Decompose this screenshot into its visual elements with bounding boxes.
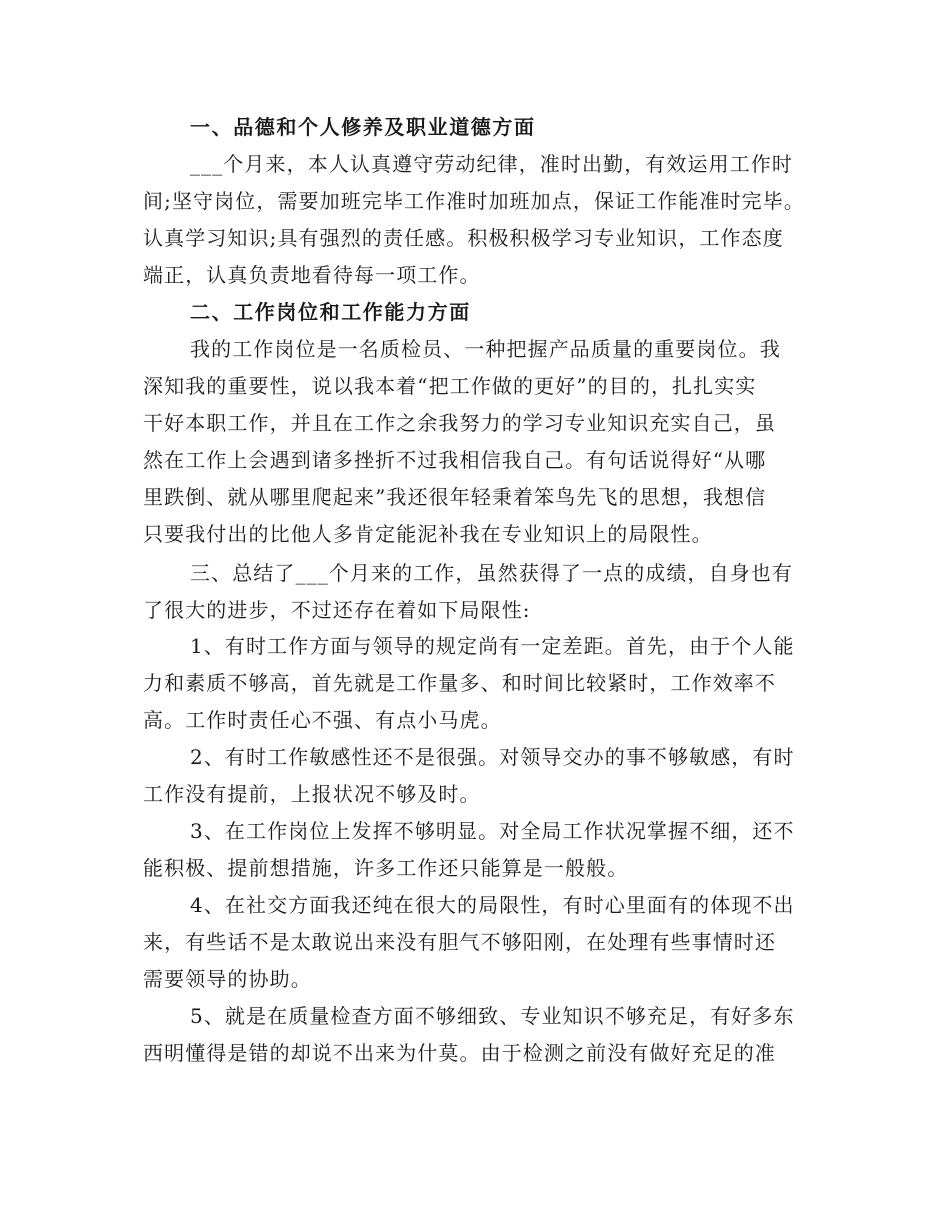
paragraph-line: 深知我的重要性，说以我本着“把工作做的更好”的目的，扎扎实实 (143, 374, 757, 398)
paragraph-line: 然在工作上会遇到诸多挫折不过我相信我自己。有句话说得好“从哪 (143, 448, 767, 472)
paragraph-line: 了很大的进步，不过还存在着如下局限性: (143, 598, 531, 622)
paragraph-line: 间;坚守岗位，需要加班完毕工作准时加班加点，保证工作能准时完毕。 (143, 189, 805, 213)
section-heading-1: 一、品德和个人修养及职业道德方面 (190, 115, 536, 139)
section-heading-2: 二、工作岗位和工作能力方面 (190, 300, 471, 324)
paragraph-line: 西明懂得是错的却说不出来为什莫。由于检测之前没有做好充足的准 (143, 1041, 776, 1065)
paragraph-line: 来，有些话不是太敢说出来没有胆气不够阳刚，在处理有些事情时还 (143, 930, 776, 954)
paragraph-line: 干好本职工作，并且在工作之余我努力的学习专业知识充实自己，虽 (143, 411, 776, 435)
list-item-2: 2、有时工作敏感性还不是很强。对领导交办的事不够敏感，有时 (190, 745, 795, 769)
paragraph-line: 认真学习知识;具有强烈的责任感。积极积极学习专业知识，工作态度 (143, 226, 784, 250)
paragraph-line: ___个月来，本人认真遵守劳动纪律，准时出勤，有效运用工作时 (190, 152, 793, 176)
paragraph-line: 里跌倒、就从哪里爬起来”我还很年轻秉着笨鸟先飞的思想，我想信 (143, 485, 767, 509)
list-item-5: 5、就是在质量检查方面不够细致、专业知识不够充足，有好多东 (190, 1004, 795, 1028)
paragraph-line: 端正，认真负责地看待每一项工作。 (143, 263, 481, 287)
list-item-1: 1、有时工作方面与领导的规定尚有一定差距。首先，由于个人能 (190, 634, 795, 658)
list-item-4: 4、在社交方面我还纯在很大的局限性，有时心里面有的体现不出 (190, 893, 795, 917)
section-heading-3: 三、总结了___个月来的工作，虽然获得了一点的成绩，自身也有 (190, 561, 793, 585)
paragraph-line: 只要我付出的比他人多肯定能泥补我在专业知识上的局限性。 (143, 522, 713, 546)
paragraph-line: 高。工作时责任心不强、有点小马虎。 (143, 708, 502, 732)
list-item-3: 3、在工作岗位上发挥不够明显。对全局工作状况掌握不细，还不 (190, 819, 795, 843)
paragraph-line: 工作没有提前，上报状况不够及时。 (143, 782, 481, 806)
paragraph-line: 我的工作岗位是一名质检员、一种把握产品质量的重要岗位。我 (190, 337, 781, 361)
paragraph-line: 能积极、提前想措施，许多工作还只能算是一般般。 (143, 856, 629, 880)
paragraph-line: 需要领导的协助。 (143, 967, 312, 991)
paragraph-line: 力和素质不够高，首先就是工作量多、和时间比较紧时，工作效率不 (143, 671, 776, 695)
